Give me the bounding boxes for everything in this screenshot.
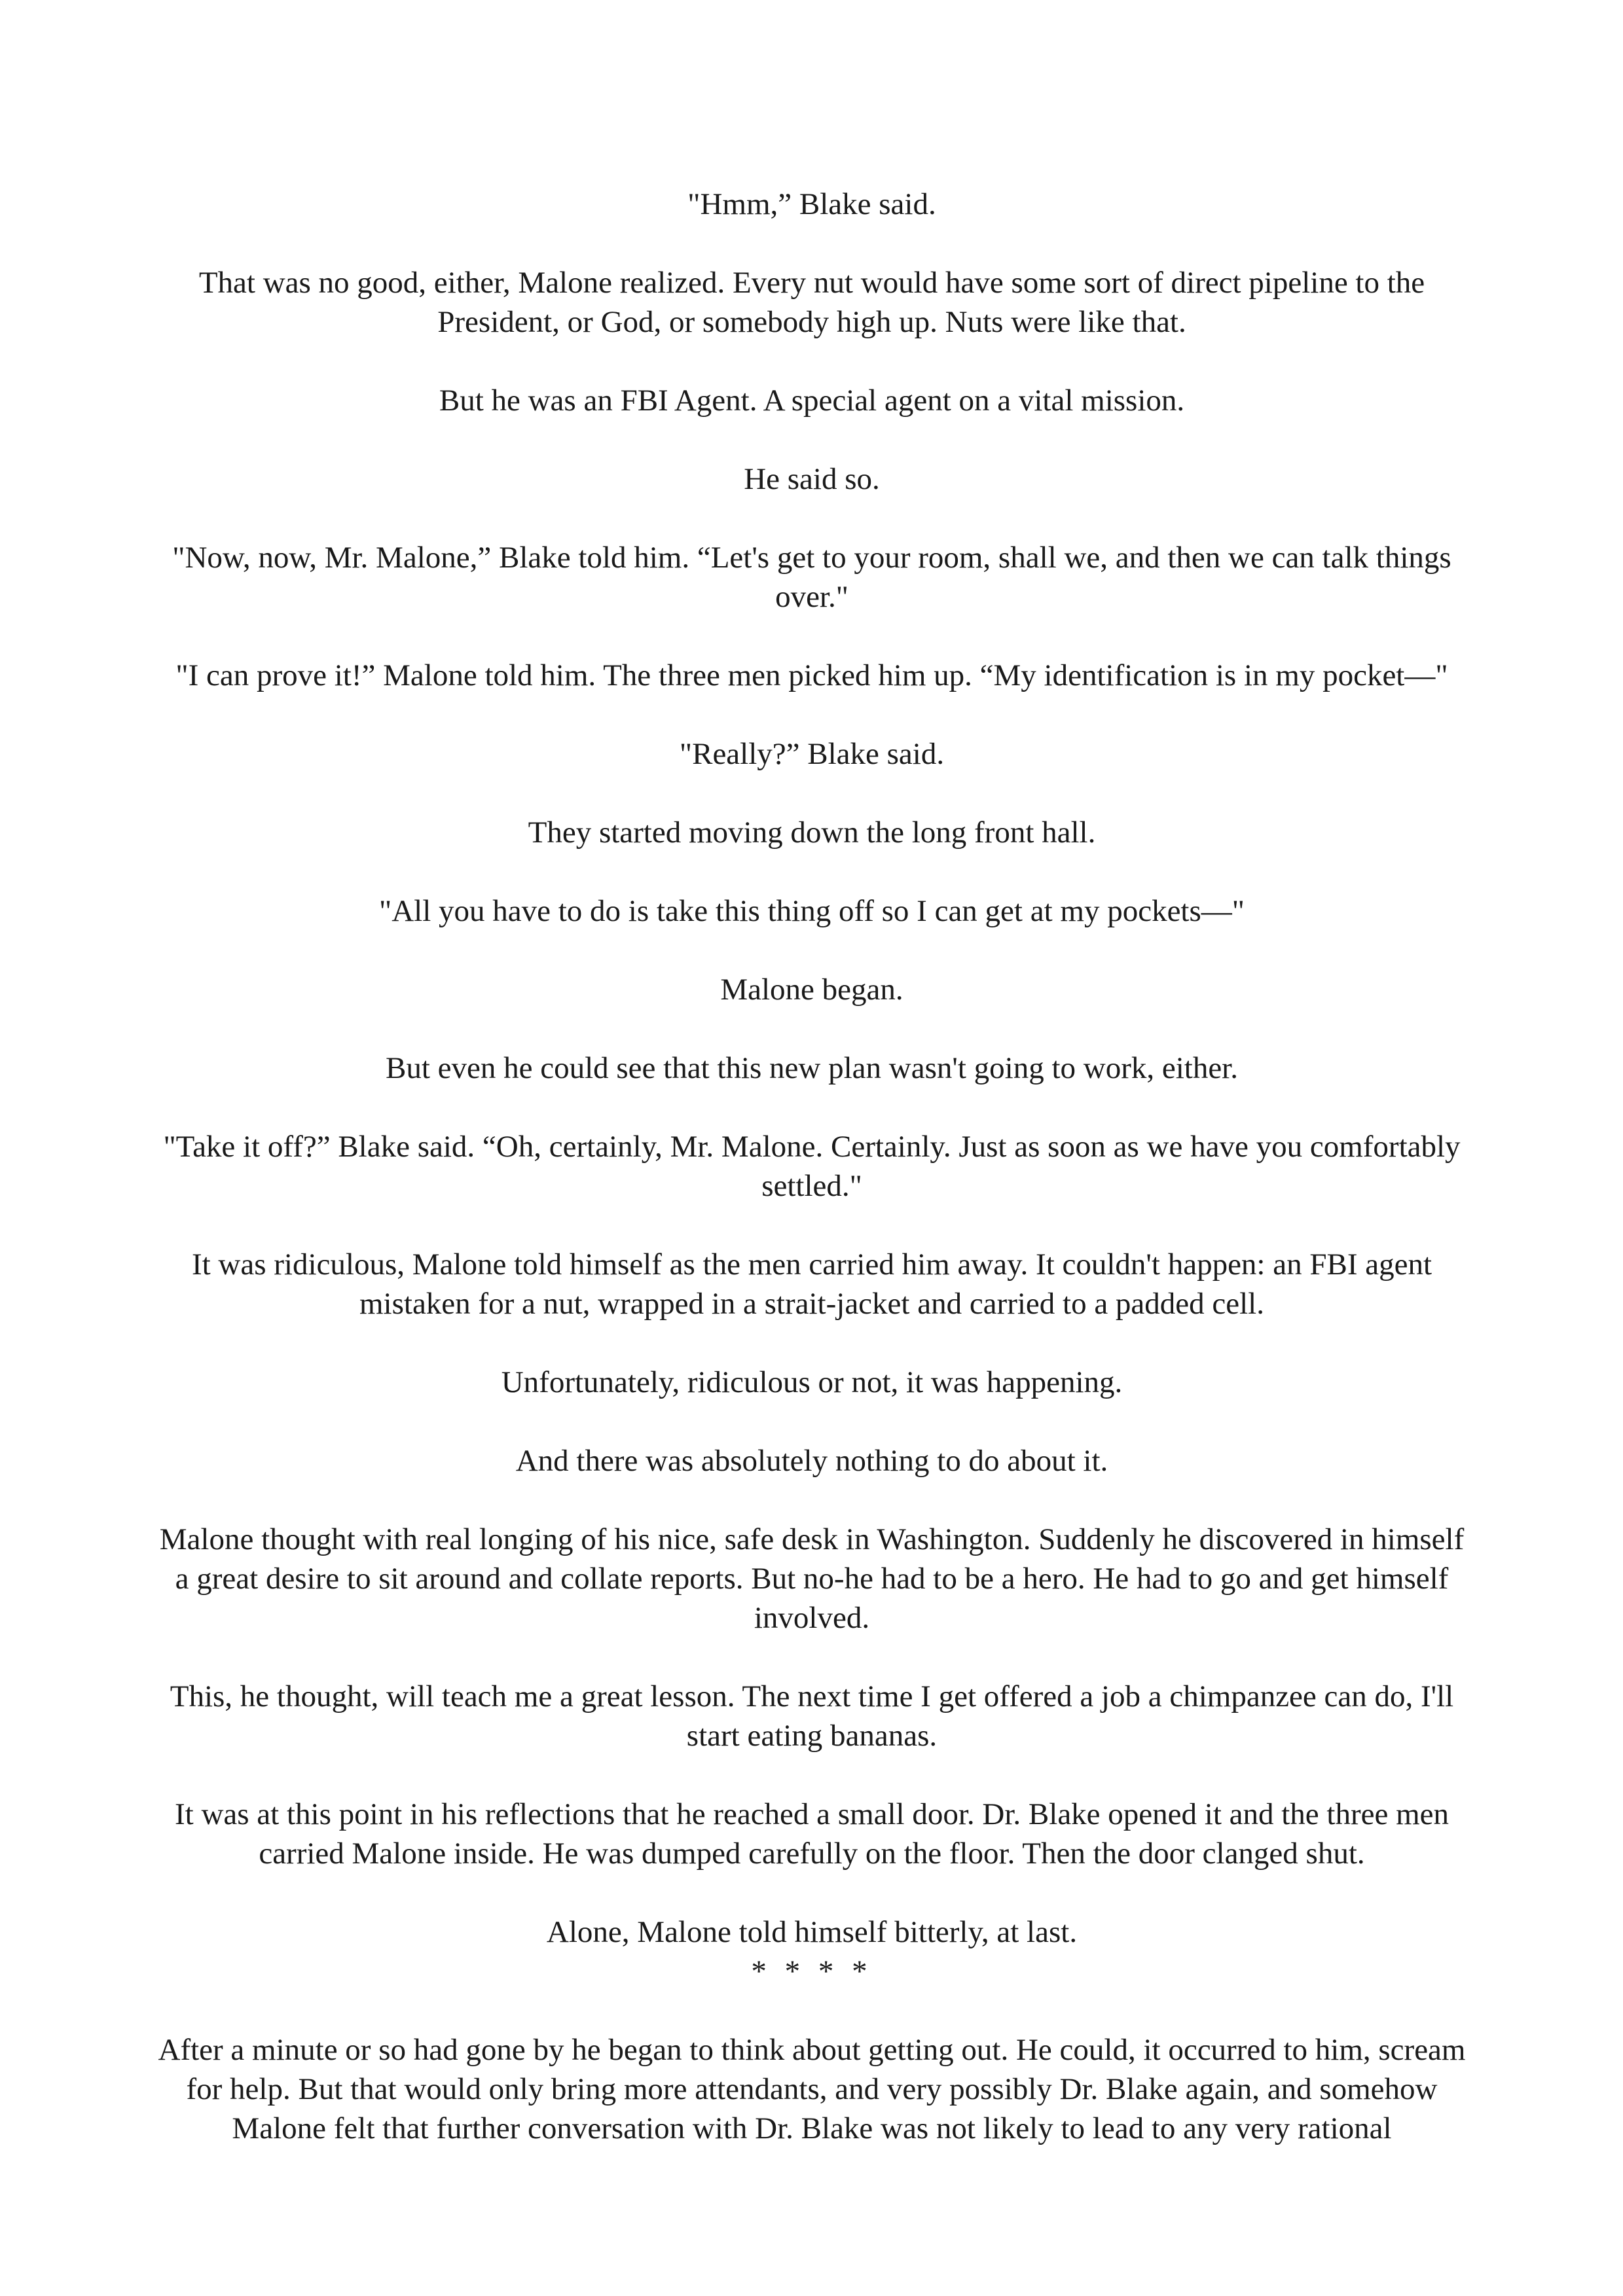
paragraph-ridiculous: It was ridiculous, Malone told himself as the men carried him away. It couldn't happen: an FBI agent mistaken for a nut, wrapped in a strait-jacket and carried to a padded cell. xyxy=(191,1247,1432,1321)
paragraph-front-hall: They started moving down the long front hall. xyxy=(528,816,1096,850)
paragraph-happening: Unfortunately, ridiculous or not, it was happening. xyxy=(501,1365,1123,1399)
paragraph-no-good: That was no good, either, Malone realized. Every nut would have some sort of direct pipeline to the President, or God, or somebody high up. Nuts were like that. xyxy=(198,266,1425,339)
body-text xyxy=(157,185,1467,2187)
paragraph-new-plan: But even he could see that this new plan wasn't going to work, either. xyxy=(385,1051,1238,1085)
paragraph-now-now: "Now, now, Mr. Malone,” Blake told him. “Let's get to your room, shall we, and then we can talk things over." xyxy=(172,541,1451,614)
paragraph-washington-desk: Malone thought with real longing of his nice, safe desk in Washington. Suddenly he discovered in himself a great desire to sit around and collate reports. But no-he had to be a hero. He had to go and get himself involved. xyxy=(159,1522,1465,1635)
paragraph-small-door: It was at this point in his reflections that he reached a small door. Dr. Blake opened it and the three men carried Malone inside. He was dumped carefully on the floor. Then the door clanged shut. xyxy=(174,1797,1450,1871)
paragraph-chimpanzee: This, he thought, will teach me a great lesson. The next time I get offered a job a chimpanzee can do, I'll start eating bananas. xyxy=(170,1679,1454,1753)
paragraph-take-it-off: "Take it off?” Blake said. “Oh, certainly, Mr. Malone. Certainly. Just as soon as we have you comfortably settled." xyxy=(163,1130,1461,1203)
paragraph-prove-it: "I can prove it!” Malone told him. The three men picked him up. “My identification is in my pocket—" xyxy=(175,658,1448,692)
paragraph-take-thing-off: "All you have to do is take this thing off so I can get at my pockets—" xyxy=(379,894,1245,928)
paragraph-getting-out: After a minute or so had gone by he began to think about getting out. He could, it occurred to him, scream for help. But that would only bring more attendants, and very possibly Dr. Blake again, and somehow Malone felt that further conversation with Dr. Blake was not likely to lead to any very rational xyxy=(158,2033,1466,2145)
paragraph-really: "Really?” Blake said. xyxy=(679,737,945,771)
paragraph-hmm: "Hmm,” Blake said. xyxy=(687,187,936,221)
scene-break: * * * * xyxy=(751,1954,873,1988)
paragraph-fbi-agent: But he was an FBI Agent. A special agent on a vital mission. xyxy=(439,384,1185,418)
paragraph-alone: Alone, Malone told himself bitterly, at last. xyxy=(546,1915,1078,1949)
paragraph-he-said-so: He said so. xyxy=(744,462,880,496)
paragraph-malone-began: Malone began. xyxy=(720,973,903,1007)
paragraph-nothing-to-do: And there was absolutely nothing to do about it. xyxy=(515,1444,1108,1478)
